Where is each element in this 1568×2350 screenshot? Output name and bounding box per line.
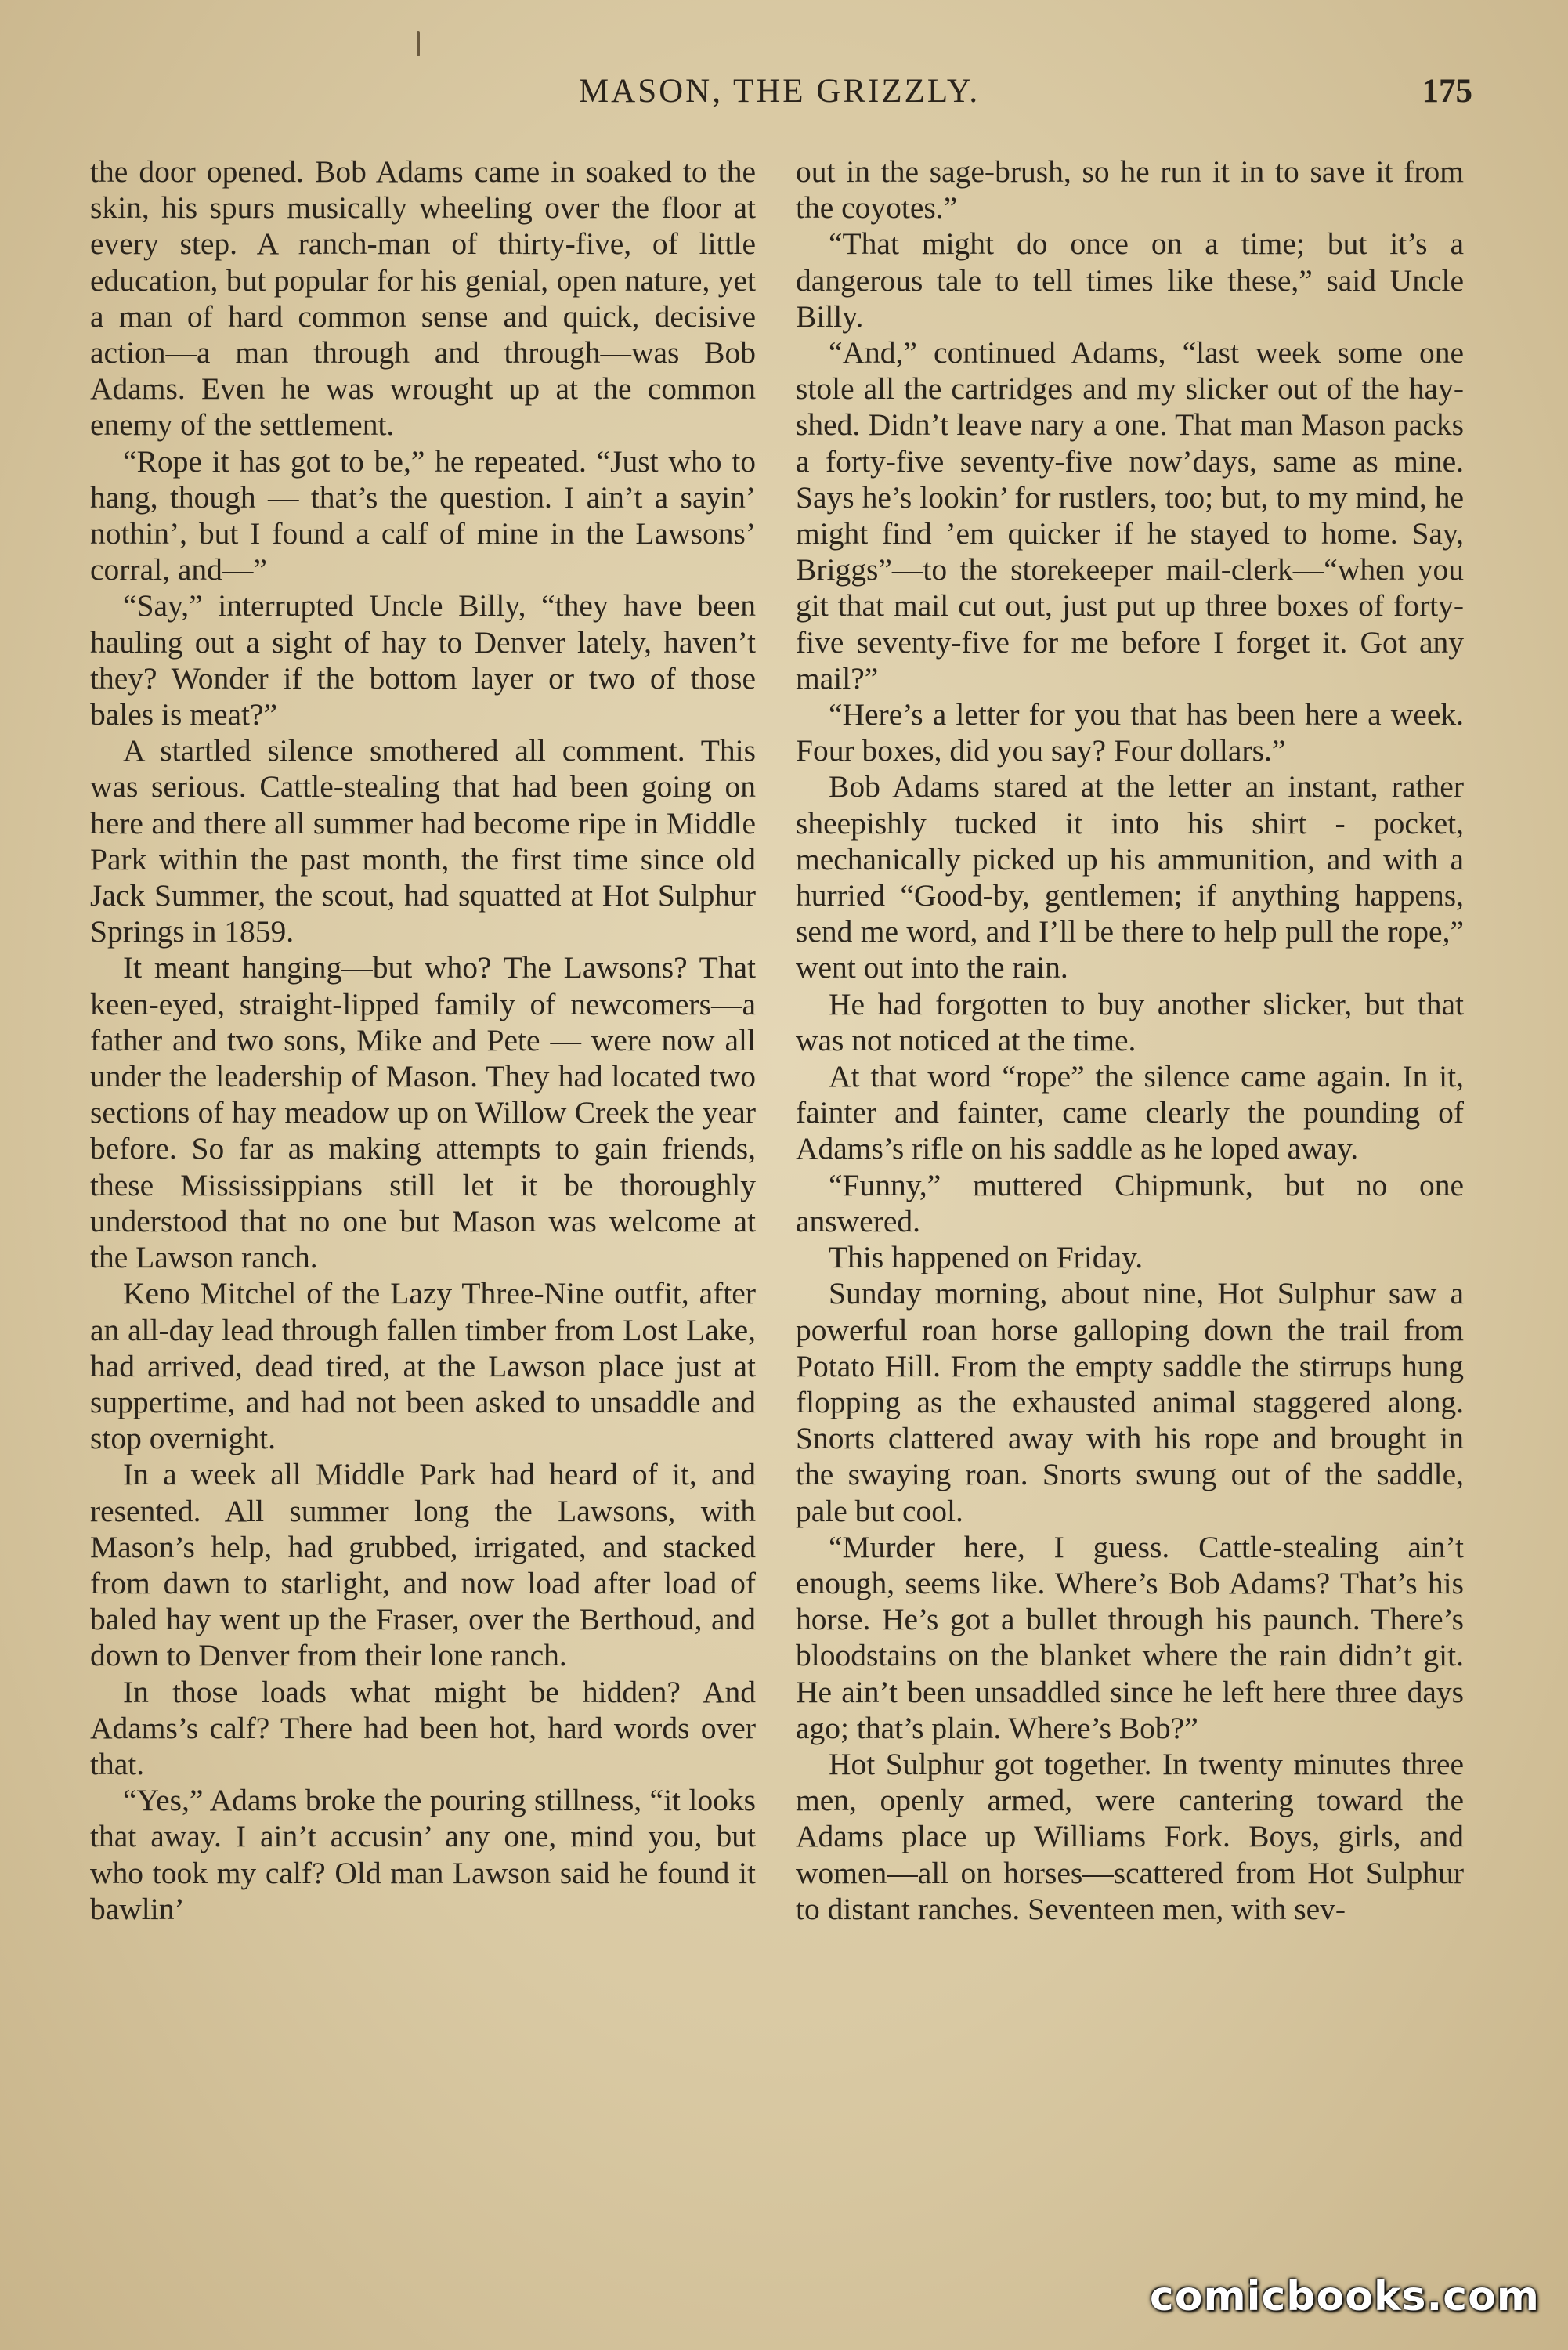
paragraph: He had forgotten to buy another slicker, but that was not noticed at the time.: [796, 986, 1464, 1058]
paragraph: In a week all Middle Park had heard of it, and resented. All summer long the Lawsons, with Mason’s help, had grubbed, irrigated, and stacked from dawn to starlight, and now load after load of baled hay went up the Fraser, over the Berthoud, and down to Denver from their lone ranch.: [90, 1457, 756, 1673]
paragraph: Hot Sulphur got together. In twenty minutes three men, openly armed, were cantering toward the Adams place up Williams Fork. Boys, girls, and women—all on horses—scattered from Hot Sulphur to distant ranches. Seventeen men, with sev-: [796, 1746, 1464, 1926]
paragraph: Keno Mitchel of the Lazy Three-Nine outfit, after an all-day lead through fallen timber from Lost Lake, had arrived, dead tired, at the Lawson place just at suppertime, and had not been asked to unsaddle and stop overnight.: [90, 1276, 756, 1456]
paragraph: “Rope it has got to be,” he repeated. “Just who to hang, though — that’s the question. I ain’t a sayin’ nothin’, but I found a calf of mine in the Lawsons’ corral, and—”: [90, 443, 756, 588]
paragraph: A startled silence smothered all comment. This was serious. Cattle-stealing that had been going on here and there all summer had become ripe in Middle Park within the past month, the first time since old Jack Summer, the scout, had squatted at Hot Sulphur Springs in 1859.: [90, 733, 756, 949]
running-title: MASON, THE GRIZZLY.: [578, 73, 981, 110]
paragraph: “And,” continued Adams, “last week some one stole all the cartridges and my slicker out of the hay-shed. Didn’t leave nary a one. That man Mason packs a forty-five seventy-five now’days, same as mine. Says he’s lookin’ for rustlers, too; but, to my mind, he might find ’em quicker if he stayed to home. Say, Briggs”—to the storekeeper mail-clerk—“when you git that mail cut out, just put up three boxes of forty-five seventy-five for me before I forget it. Got any mail?”: [796, 335, 1464, 696]
paragraph: “Murder here, I guess. Cattle-stealing ain’t enough, seems like. Where’s Bob Adams? That’s his horse. He’s got a bullet through his paunch. There’s bloodstains on the blanket where the rain didn’t git. He ain’t been unsaddled since he left here three days ago; that’s plain. Where’s Bob?”: [796, 1529, 1464, 1745]
paragraph: This happened on Friday.: [829, 1240, 1143, 1275]
paragraph: Sunday morning, about nine, Hot Sulphur saw a powerful roan horse galloping down the trail from Potato Hill. From the empty saddle the stirrups hung flopping as the exhausted animal staggered along. Snorts clattered away with his rope and brought in the swaying roan. Snorts swung out of the saddle, pale but cool.: [796, 1276, 1464, 1528]
running-header: [86, 72, 1472, 127]
paragraph: “Here’s a letter for you that has been here a week. Four boxes, did you say? Four dollars.”: [796, 697, 1464, 768]
watermark: comicbooks.com: [1149, 2273, 1540, 2320]
paragraph: “Say,” interrupted Uncle Billy, “they have been hauling out a sight of hay to Denver lately, haven’t they? Wonder if the bottom layer or two of those bales is meat?”: [90, 588, 756, 732]
page-number: 175: [1422, 73, 1472, 110]
paragraph: “That might do once on a time; but it’s a dangerous tale to tell times like these,” said Uncle Billy.: [796, 226, 1464, 334]
paragraph: At that word “rope” the silence came again. In it, fainter and fainter, came clearly the pounding of Adams’s rifle on his saddle as he loped away.: [796, 1059, 1464, 1166]
paragraph: the door opened. Bob Adams came in soaked to the skin, his spurs musically wheeling over the floor at every step. A ranch-man of thirty-five, of little education, but popular for his genial, open nature, yet a man of hard common sense and quick, decisive action—a man through and through—was Bob Adams. Even he was wrought up at the common enemy of the settlement.: [90, 154, 756, 443]
paragraph: In those loads what might be hidden? And Adams’s calf? There had been hot, hard words over that.: [90, 1674, 756, 1781]
paragraph: out in the sage-brush, so he run it in to save it from the coyotes.”: [796, 154, 1464, 226]
paragraph: “Yes,” Adams broke the pouring stillness, “it looks that away. I ain’t accusin’ any one, mind you, but who took my calf? Old man Lawson said he found it bawlin’: [90, 1783, 756, 1926]
margin-mark: [417, 31, 420, 56]
paragraph: “Funny,” muttered Chipmunk, but no one answered.: [796, 1167, 1464, 1238]
right-column: [796, 154, 1464, 2261]
paragraph: It meant hanging—but who? The Lawsons? That keen-eyed, straight-lipped family of newcomers—a father and two sons, Mike and Pete — were now all under the leadership of Mason. They had located two sections of hay meadow up on Willow Creek the year before. So far as making attempts to gain friends, these Mississippians still let it be thoroughly understood that no one but Mason was welcome at the Lawson ranch.: [90, 950, 756, 1275]
left-column: [90, 154, 756, 2261]
paragraph: Bob Adams stared at the letter an instant, rather sheepishly tucked it into his shirt - pocket, mechanically picked up his ammunition, and with a hurried “Good-by, gentlemen; if anything happens, send me word, and I’ll be there to help pull the rope,” went out into the rain.: [796, 769, 1464, 985]
